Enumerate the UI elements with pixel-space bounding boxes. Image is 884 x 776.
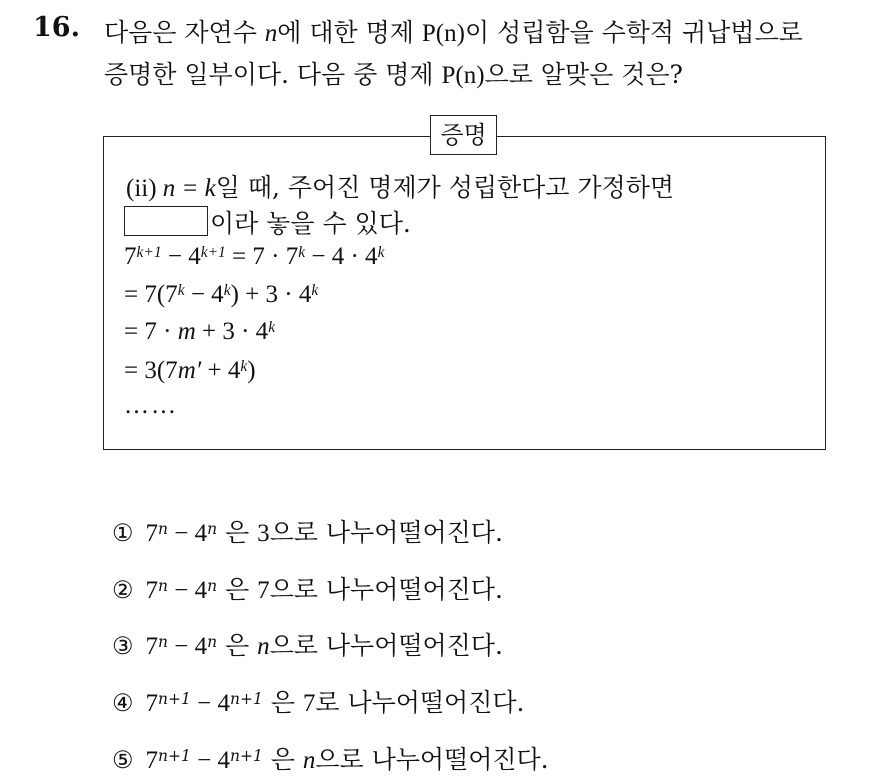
- option-number: ①: [112, 519, 134, 547]
- math-term: − 4: [168, 633, 208, 660]
- stem-text: 다음은 자연수: [104, 18, 265, 47]
- math-term: + 3 · 4: [195, 318, 269, 345]
- divisor-value: 3: [257, 520, 270, 547]
- math-term: 7: [124, 243, 137, 270]
- stem-text: 에 대한 명제: [277, 18, 422, 47]
- option-text: 으로 나누어떨어진다.: [269, 518, 503, 547]
- math-term: + 4: [201, 357, 241, 384]
- induction-hypothesis-equation: n = k: [162, 175, 216, 202]
- option-text: 은: [217, 631, 258, 660]
- math-term: − 4: [161, 243, 201, 270]
- question-stem-line-1: [104, 13, 803, 49]
- exponent: n: [158, 520, 168, 539]
- exponent: k+1: [200, 244, 226, 262]
- math-term: = 7 ·: [124, 318, 178, 345]
- math-term: ): [247, 357, 256, 384]
- math-term: 7: [145, 520, 159, 547]
- math-term: − 4: [168, 520, 208, 547]
- answer-blank-box: [124, 206, 208, 236]
- exponent: n+1: [229, 690, 263, 709]
- answer-option-4[interactable]: [112, 683, 524, 719]
- math-term: = 3(7: [124, 357, 178, 384]
- option-text: 은: [262, 745, 303, 774]
- stem-text: 증명한 일부이다. 다음 중 명제: [104, 60, 442, 89]
- math-term: 7: [145, 747, 159, 774]
- variable-m: m: [177, 318, 196, 345]
- math-term: = 7 · 7: [225, 243, 299, 270]
- option-text: 은: [217, 518, 258, 547]
- exponent: n: [207, 577, 218, 596]
- math-term: − 4 · 4: [305, 243, 378, 270]
- proposition-symbol: P(n): [441, 62, 485, 89]
- option-text: 으로 나누어떨어진다.: [269, 631, 503, 660]
- option-text: 로 나누어떨어진다.: [315, 688, 525, 717]
- exponent: k: [240, 358, 248, 376]
- option-number: ②: [112, 576, 134, 604]
- proof-line-3: [124, 243, 384, 271]
- divisor-value: n: [302, 747, 316, 774]
- exponent: n: [207, 633, 218, 652]
- question-stem-line-2: [104, 55, 683, 91]
- option-text: 은: [217, 575, 258, 604]
- proof-line-1: [126, 168, 674, 204]
- option-number: ④: [112, 689, 134, 717]
- proof-ellipsis: ……: [124, 392, 178, 419]
- exponent: n+1: [229, 747, 263, 766]
- exponent: k: [223, 282, 231, 300]
- math-term: − 4: [190, 690, 230, 717]
- answer-option-2[interactable]: [112, 570, 503, 606]
- proposition-symbol: P(n): [421, 20, 465, 47]
- stem-text: 으로 알맞은 것은?: [484, 60, 683, 89]
- exponent: k: [268, 319, 276, 337]
- proof-line-2: [124, 204, 411, 240]
- math-term: − 4: [190, 747, 230, 774]
- proof-text: 일 때, 주어진 명제가 성립한다고 가정하면: [215, 173, 674, 202]
- divisor-value: 7: [302, 690, 316, 717]
- option-text: 은: [262, 688, 303, 717]
- math-term: 7: [145, 577, 159, 604]
- exponent: k: [298, 244, 306, 262]
- proof-text: 이라 놓을 수 있다.: [210, 209, 411, 238]
- answer-option-3[interactable]: [112, 626, 503, 662]
- divisor-value: n: [257, 633, 270, 660]
- proof-line-4: [124, 281, 318, 309]
- math-term: − 4: [184, 281, 224, 308]
- variable-m-prime: m′: [177, 357, 202, 384]
- proof-line-5: [124, 318, 275, 346]
- option-text: 으로 나누어떨어진다.: [315, 745, 549, 774]
- option-number: ⑤: [112, 746, 134, 774]
- exponent: n: [207, 520, 218, 539]
- exponent: n+1: [158, 747, 191, 766]
- exponent: k: [311, 282, 319, 300]
- variable-n: n: [264, 20, 278, 47]
- stem-text: 이 성립함을 수학적 귀납법으로: [464, 18, 803, 47]
- divisor-value: 7: [257, 577, 270, 604]
- option-number: ③: [112, 632, 134, 660]
- math-term: 7: [145, 633, 159, 660]
- exponent: n: [158, 633, 168, 652]
- answer-option-1[interactable]: [112, 513, 503, 549]
- option-text: 으로 나누어떨어진다.: [269, 575, 503, 604]
- math-term: − 4: [168, 577, 208, 604]
- question-number: 16.: [33, 12, 80, 43]
- math-term: 7: [145, 690, 159, 717]
- exponent: k: [177, 282, 185, 300]
- proof-line-6: [124, 357, 256, 385]
- math-term: ) + 3 · 4: [230, 281, 312, 308]
- exponent: k: [377, 244, 385, 262]
- proof-tag: 증명: [430, 115, 497, 155]
- exponent: k+1: [136, 244, 162, 262]
- exponent: n+1: [158, 690, 191, 709]
- case-label: (ii): [126, 175, 163, 202]
- exponent: n: [158, 577, 168, 596]
- math-term: = 7(7: [124, 281, 178, 308]
